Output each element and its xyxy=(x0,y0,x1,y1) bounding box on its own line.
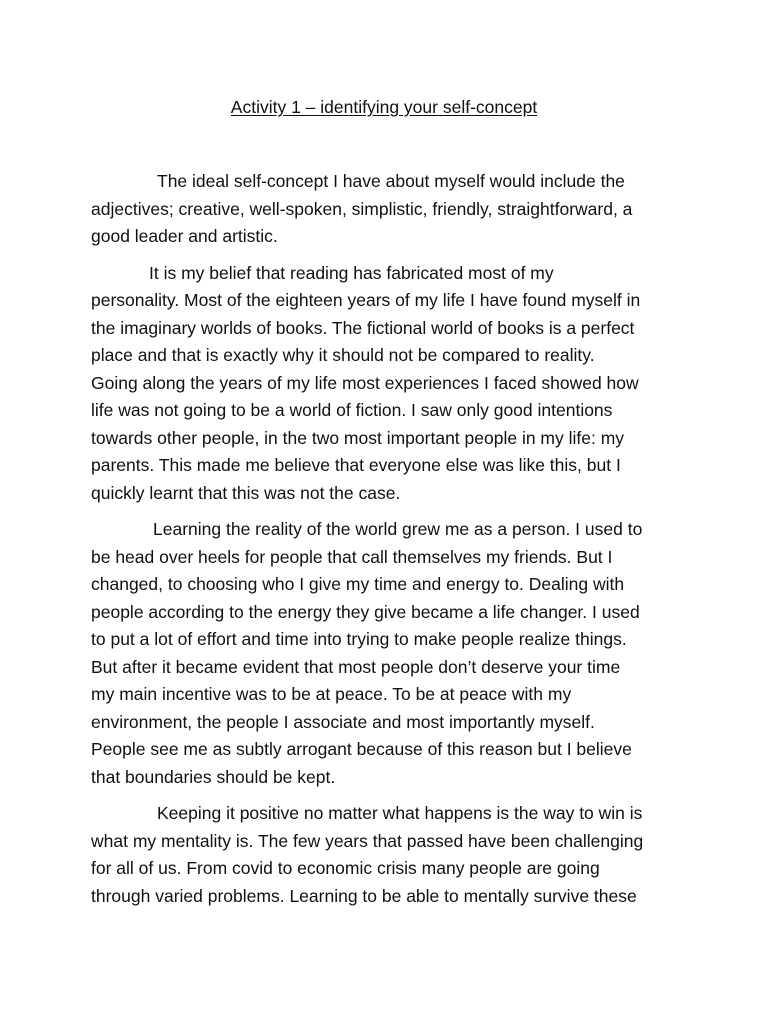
paragraph-line: changed, to choosing who I give my time and energy to. Dealing with xyxy=(91,574,625,594)
paragraph-line: place and that is exactly why it should not be compared to reality. xyxy=(91,345,595,365)
paragraph-line: Learning the reality of the world grew me as a person. I used to xyxy=(153,519,643,539)
paragraph-line: for all of us. From covid to economic crisis many people are going xyxy=(91,858,600,878)
paragraph-line: parents. This made me believe that everyone else was like this, but I xyxy=(91,455,621,475)
paragraph-line: Going along the years of my life most experiences I faced showed how xyxy=(91,372,639,393)
document-title xyxy=(0,94,768,120)
paragraph-line: towards other people, in the two most important people in my life: my xyxy=(91,427,625,448)
paragraph-line: adjectives; creative, well-spoken, simplistic, friendly, straightforward, a xyxy=(91,198,633,219)
paragraph-ideal-self xyxy=(91,168,691,251)
paragraph-line: to put a lot of effort and time into trying to make people realize things. xyxy=(91,629,627,649)
paragraph-line: people according to the energy they give became a life changer. I used xyxy=(91,601,640,622)
paragraph-line: People see me as subtly arrogant because of this reason but I believe xyxy=(91,739,632,759)
paragraph-line: the imaginary worlds of books. The fictional world of books is a perfect xyxy=(91,317,635,338)
paragraph-positive xyxy=(91,800,691,910)
paragraph-line: Keeping it positive no matter what happens is the way to win is xyxy=(157,803,643,823)
paragraph-line: that boundaries should be kept. xyxy=(91,766,336,787)
document-body xyxy=(91,168,691,919)
paragraph-line: through varied problems. Learning to be able to mentally survive these xyxy=(91,885,637,906)
paragraph-line: personality. Most of the eighteen years of my life I have found myself in xyxy=(91,290,641,310)
paragraph-line: But after it became evident that most people don’t deserve your time xyxy=(91,656,621,677)
paragraph-line: environment, the people I associate and most importantly myself. xyxy=(91,711,595,732)
paragraph-line: my main incentive was to be at peace. To be at peace with my xyxy=(91,684,572,704)
document-title-text: Activity 1 – identifying your self-concept xyxy=(230,97,538,117)
paragraph-line: be head over heels for people that call themselves my friends. But I xyxy=(91,546,613,567)
paragraph-line: what my mentality is. The few years that passed have been challenging xyxy=(91,830,644,851)
paragraph-line: quickly learnt that this was not the case. xyxy=(91,482,401,503)
paragraph-line: The ideal self-concept I have about myself would include the xyxy=(157,171,625,191)
paragraph-line: It is my belief that reading has fabricated most of my xyxy=(149,262,554,283)
paragraph-reading xyxy=(91,260,691,508)
paragraph-line: life was not going to be a world of fiction. I saw only good intentions xyxy=(91,400,613,420)
paragraph-line: good leader and artistic. xyxy=(91,226,278,246)
paragraph-reality xyxy=(91,516,691,791)
